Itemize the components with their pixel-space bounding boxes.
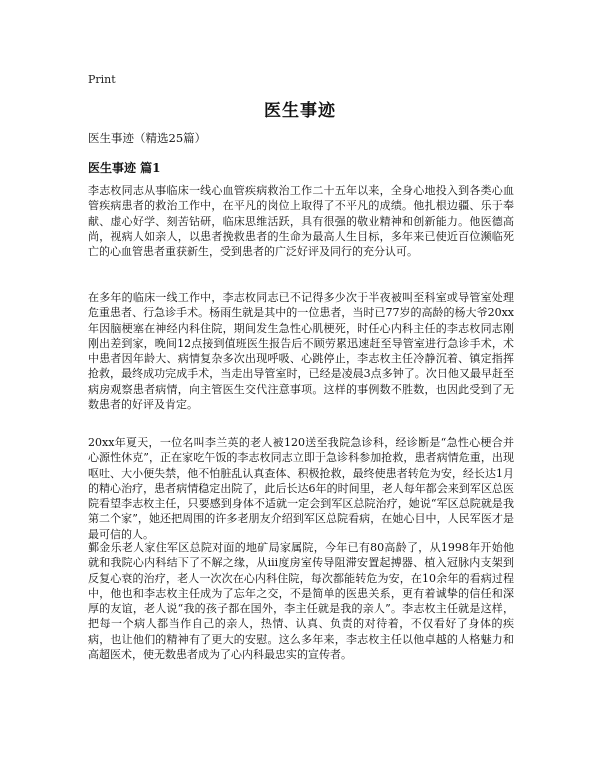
page-title: 医生事迹	[264, 101, 336, 121]
paragraph: 20xx年夏天，一位名叫李兰英的老人被120送至我院急诊科，经诊断是“急性心梗合并心源性休克”，正在家吃午饭的李志枚同志立即于急诊科参加抢救，患者病情危重，出现呕吐、大小便失禁，他不怕脏乱认真查体、积极抢救，最终使患者转危为安，经长达1月的精心治疗，患者病情稳定出院了，此后长达6年的时间里，老人每年都会来到军区总医院看望李志枚主任，只要感到身体不适就一定会到军区总院治疗，她说“军区总院就是我第二个家”，她还把周围的许多老朋友介绍到军区总院看病，在她心目中，人民军医才是最可信的人。	[88, 436, 514, 541]
paragraph: 李志枚同志从事临床一线心血管疾病救治工作二十五年以来，全身心地投入到各类心血管疾病患者的救治工作中，在平凡的岗位上取得了不平凡的成绩。他扎根边疆、乐于奉献、虚心好学、刻苦钻研，临床思维活跃，具有很强的敬业精神和创新能力。他医德高尚，视病人如亲人，以患者挽救患者的生命为最高人生目标，多年来已使近百位濒临死亡的心血管患者重获新生，受到患者的广泛好评及同行的充分认可。	[88, 184, 514, 259]
paragraph: 鄞金乐老人家住军区总院对面的地矿局家属院，今年已有80高龄了，从1998年开始他就和我院心内科结下了不解之缘，从iii度房室传导阻滞安置起搏器、植入冠脉内支架到反复心衰的治疗，老人一次次在心内科住院，每次都能转危为安，在10余年的看病过程中，他也和李志枚主任成为了忘年之交，不是简单的医患关系，更有着诚挚的信任和深厚的友谊，老人说“我的孩子都在国外，李主任就是我的亲人”。李志枚主任就是这样，把每一个病人都当作自己的亲人，热情、认真、负责的对待着，不仅看好了身体的疾病，也让他们的精神有了更大的安慰。这么多年来，李志枚主任以他卓越的人格魅力和高超医术，使无数患者成为了心内科最忠实的宣传者。	[88, 541, 514, 662]
document-subtitle: 医生事迹（精选25篇）	[88, 131, 207, 145]
section-heading: 医生事迹 篇1	[88, 161, 161, 175]
paragraph: 在多年的临床一线工作中，李志枚同志已不记得多少次于半夜被叫至科室或导管室处理危重患者、行急诊手术。杨雨生就是其中的一位患者，当时已77岁的高龄的杨大爷20xx年因脑梗塞在神经内科住院，期间发生急性心肌梗死，时任心内科主任的李志枚同志刚刚出差到家，晚间12点接到值班医生报告后不顾劳累迅速赶至导管室进行急诊手术，术中患者因年龄大、病情复杂多次出现呼吸、心跳停止，李志枚主任冷静沉着、镇定指挥抢救，最终成功完成手术，当走出导管室时，已经是凌晨3点多钟了。次日他又最早赶至病房观察患者病情，向主管医生交代注意事项。这样的事例数不胜数，也因此受到了无数患者的好评及肯定。	[88, 291, 514, 412]
print-label: Print	[88, 73, 116, 86]
